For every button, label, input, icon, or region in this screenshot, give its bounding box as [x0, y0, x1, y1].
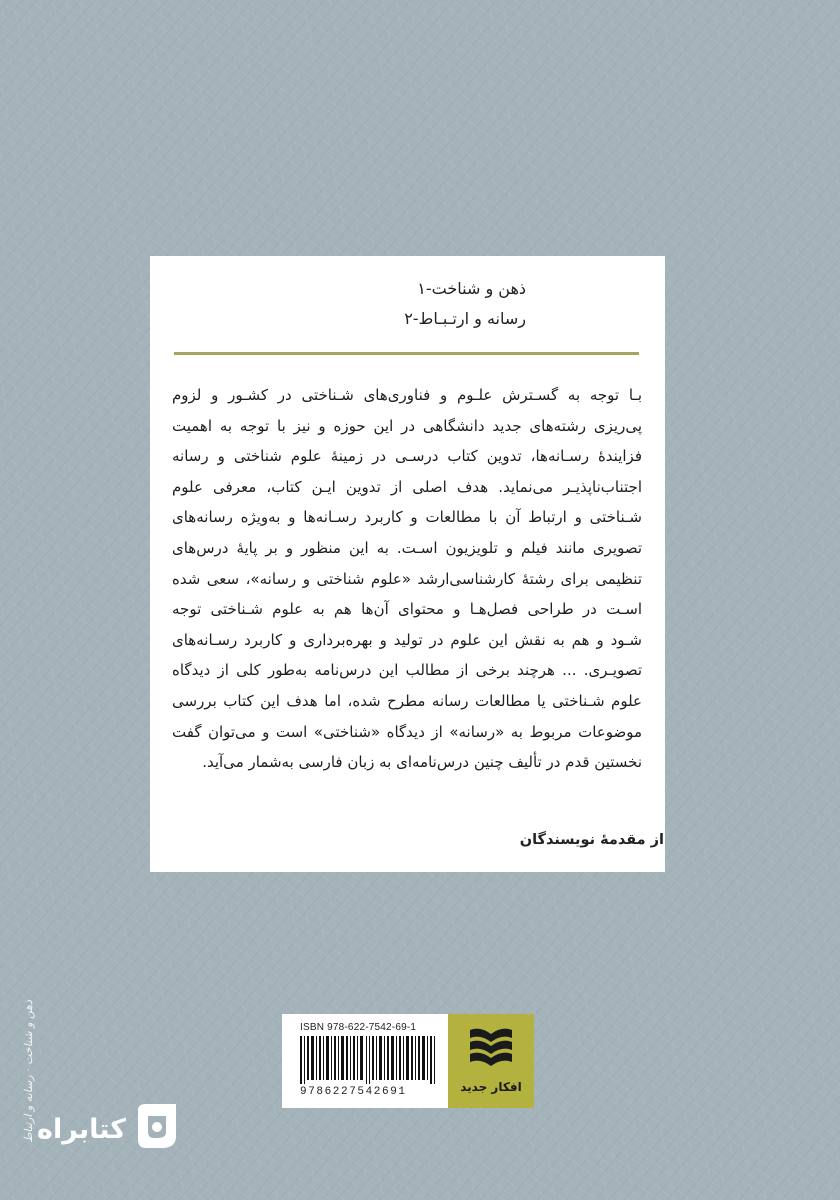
blurb-line: اجتناب‌ناپذیـر می‌نماید. هدف اصلی از تدوین ایـن کتاب، معرفی علوم	[172, 477, 642, 496]
blurb-line: شـود و هم به نقش این علوم در تولید و بهره‌برداری و کاربرد رسـانه‌های	[172, 630, 642, 649]
blurb-line: تصویری مانند فیلم و تلویزیون اسـت. به این منظور و بر پایۀ درس‌های	[172, 538, 642, 557]
blurb-line: موضوعات مربوط به «رسانه» از دیدگاه «شناختی» است و می‌توان گفت	[172, 722, 642, 741]
divider-rule	[174, 352, 639, 355]
blurb-line: تنظیمی برای رشتۀ کارشناسی‌ارشد «علوم شناختی و رسانه»، سعی شده	[172, 569, 642, 588]
series-title-1: ذهن و شناخت-۱	[417, 279, 526, 298]
blurb-line: بـا توجه به گسـترش علـوم و فناوری‌های شـناختی در کشـور و لزوم	[172, 386, 642, 404]
series-titles	[326, 274, 526, 334]
barcode-digits: 9786227542691	[300, 1086, 407, 1098]
blurb-line: نخستین قدم در تألیف چنین درس‌نامه‌ای به زبان فارسی به‌شمار می‌آید.	[202, 753, 642, 772]
publisher-name: افکار جدید	[460, 1080, 522, 1094]
open-book-icon	[448, 1014, 534, 1084]
blurb-line: پی‌ریزی رشته‌های جدید دانشگاهی در این حوزه و نیز با توجه به اهمیت	[172, 416, 642, 435]
watermark-credit: ذهن و شناخت · رسانه و ارتباط	[22, 1000, 35, 1143]
barcode-icon	[300, 1036, 440, 1084]
blurb-line: علوم شـناختی یا مطالعات رسانه مطرح شده، اما هدف این کتاب بررسی	[172, 691, 642, 710]
blurb-line: اسـت در طراحی فصل‌هـا و محتوای آن‌ها هم به علوم شـناختی توجه	[172, 600, 642, 619]
blurb-line: تصویـری. ... هرچند برخی از مطالب این درس‌نامه به‌طور کلی از دیدگاه	[172, 661, 642, 680]
watermark-logo-text: کتابراه	[37, 1114, 126, 1145]
attribution: از مقدمۀ نویسندگان	[519, 832, 664, 848]
blurb-line: فزایندۀ رسـانه‌ها، تدوین کتاب درسـی در زمینۀ علوم شناختی و رسانه	[172, 447, 642, 466]
blurb-text	[172, 380, 642, 778]
series-title-2: رسانه و ارتـبـاط-۲	[404, 309, 526, 328]
blurb-line: شـناختی و ارتباط آن با مطالعات و کاربرد رسـانه‌ها و به‌ویژه رسانه‌های	[172, 508, 642, 527]
isbn-label: ISBN 978-622-7542-69-1	[300, 1022, 417, 1033]
book-leaf-icon	[134, 1102, 180, 1150]
